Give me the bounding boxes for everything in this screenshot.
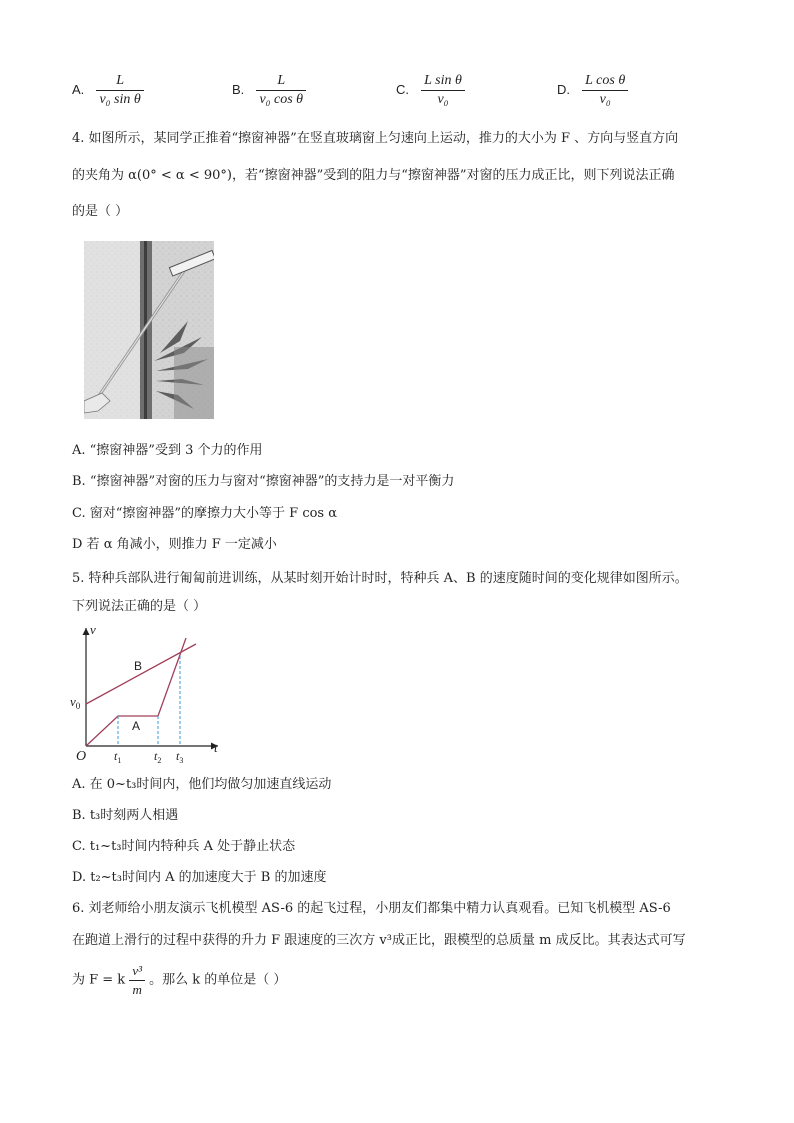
q4-stem-line-3: 的是（ ） — [72, 204, 129, 219]
option-letter: C. — [396, 82, 409, 97]
q5-stem-line-2: 下列说法正确的是（ ） — [72, 599, 207, 614]
tick-t2: $t_2$ — [154, 749, 162, 765]
q5-option-a: A. 在 0~t₃时间内，他们均做匀加速直线运动 — [72, 777, 332, 792]
fraction-numerator: L sin θ — [421, 72, 465, 91]
q6-stem-line-1: 6. 刘老师给小朋友演示飞机模型 AS-6 的起飞过程，小朋友们都集中精力认真观看。已知飞机模型 AS-6 — [72, 901, 671, 916]
fraction — [256, 72, 306, 109]
q4-option-d: D 若 α 角减小，则推力 F 一定减小 — [72, 537, 277, 552]
q4-option-a: A. “擦窗神器”受到 3 个力的作用 — [72, 443, 263, 458]
q5-stem-line-1: 5. 特种兵部队进行匍匐前进训练，从某时刻开始计时时，特种兵 A、B 的速度随时间的变化规律如图所示。 — [72, 571, 688, 586]
v0-label: $v_0$ — [70, 694, 81, 711]
fraction — [582, 72, 628, 109]
series-a-label: A — [132, 719, 141, 733]
q3-option-b — [232, 72, 306, 109]
fraction-numerator: L — [256, 72, 306, 91]
option-letter: A. — [72, 82, 85, 97]
q6-stem-line-3 — [72, 962, 286, 999]
option-letter: B. — [232, 82, 245, 97]
q3-option-a — [72, 72, 144, 109]
fraction-numerator: v³ — [129, 962, 145, 981]
q4-stem-line-1: 4. 如图所示，某同学正推着“擦窗神器”在竖直玻璃窗上匀速向上运动，推力的大小为 F 、方向与竖直方向 — [72, 131, 679, 146]
q6-formula-prefix: 为 F = k — [72, 972, 126, 988]
q5-option-c: C. t₁~t₃时间内特种兵 A 处于静止状态 — [72, 839, 296, 854]
q5-option-b: B. t₃时刻两人相遇 — [72, 808, 179, 823]
q4-stem-line-2: 的夹角为 α(0° < α < 90°)，若“擦窗神器”受到的阻力与“擦窗神器”对窗的压力成正比，则下列说法正确 — [72, 168, 675, 183]
fraction-denominator: v₀ cos θ — [259, 92, 304, 107]
fraction-denominator: v₀ sin θ — [99, 92, 141, 107]
q3-option-c — [396, 72, 465, 109]
window-cleaner-photo — [84, 241, 214, 419]
q4-option-c: C. 窗对“擦窗神器”的摩擦力大小等于 F cos α — [72, 506, 338, 521]
option-letter: D. — [557, 82, 570, 97]
q4-option-b: B. “擦窗神器”对窗的压力与窗对“擦窗神器”的支持力是一对平衡力 — [72, 474, 455, 489]
q6-stem-line-2: 在跑道上滑行的过程中获得的升力 F 跟速度的三次方 v³成正比，跟模型的总质量 m 成反比。其表达式可写 — [72, 933, 686, 948]
fraction-denominator: m — [132, 982, 142, 997]
fraction-numerator: L cos θ — [582, 72, 628, 91]
tick-t3: $t_3$ — [176, 749, 184, 765]
q6-formula-suffix: 。那么 k 的单位是（ ） — [149, 972, 287, 988]
velocity-time-graph — [68, 622, 228, 772]
y-axis-label: v — [90, 622, 96, 637]
fraction-numerator: L — [96, 72, 143, 91]
fraction — [421, 72, 465, 109]
x-axis-label: t — [214, 740, 218, 755]
series-b-label: B — [134, 659, 143, 673]
q6-formula-fraction — [129, 962, 145, 999]
fraction-denominator: v₀ — [599, 92, 611, 107]
tick-t1: $t_1$ — [114, 749, 122, 765]
q5-option-d: D. t₂~t₃时间内 A 的加速度大于 B 的加速度 — [72, 870, 327, 885]
origin-label: O — [76, 749, 87, 764]
fraction-denominator: v₀ — [437, 92, 449, 107]
q3-option-d — [557, 72, 628, 109]
fraction — [96, 72, 143, 109]
